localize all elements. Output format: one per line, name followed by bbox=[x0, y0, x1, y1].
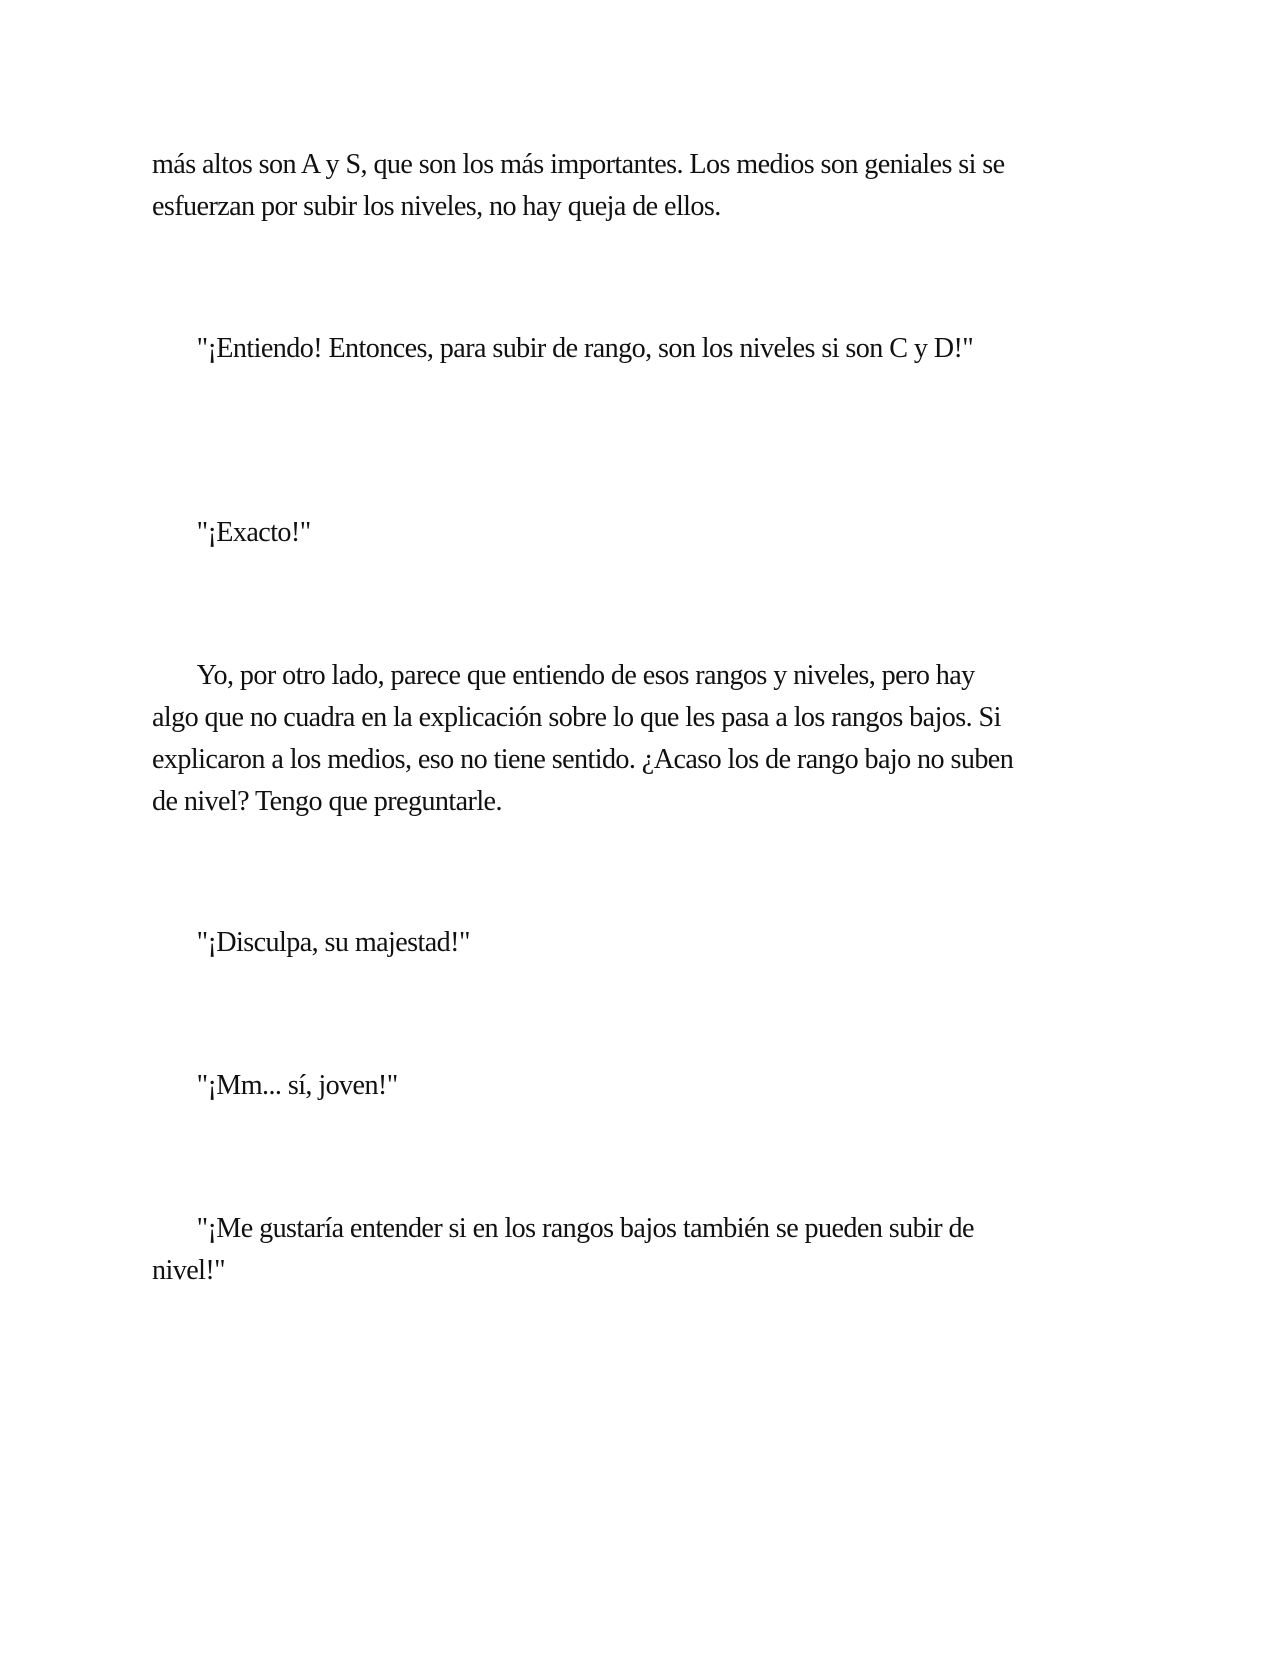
paragraph-continuation: más altos son A y S, que son los más importantes. Los medios son geniales si se esfuerzan por subir los niveles, no hay queja de ellos. bbox=[152, 148, 1005, 222]
paragraph-narration: Yo, por otro lado, parece que entiendo de esos rangos y niveles, pero hay algo que no cuadra en la explicación sobre lo que les pasa a los rangos bajos. Si explicaron a los medios, eso no tiene sentido. ¿Acaso los de rango bajo no suben de nivel? Tengo que preguntarle. bbox=[152, 659, 1014, 817]
paragraph-dialogue-exact: "¡Exacto!" bbox=[196, 516, 311, 548]
paragraph-dialogue-excuse: "¡Disculpa, su majestad!" bbox=[196, 926, 470, 958]
paragraph-dialogue-question: "¡Me gustaría entender si en los rangos bajos también se pueden subir de nivel!" bbox=[152, 1212, 974, 1286]
paragraph-dialogue-understand: "¡Entiendo! Entonces, para subir de rango, son los niveles si son C y D!" bbox=[196, 332, 974, 364]
paragraph-dialogue-reply: "¡Mm... sí, joven!" bbox=[196, 1069, 398, 1101]
